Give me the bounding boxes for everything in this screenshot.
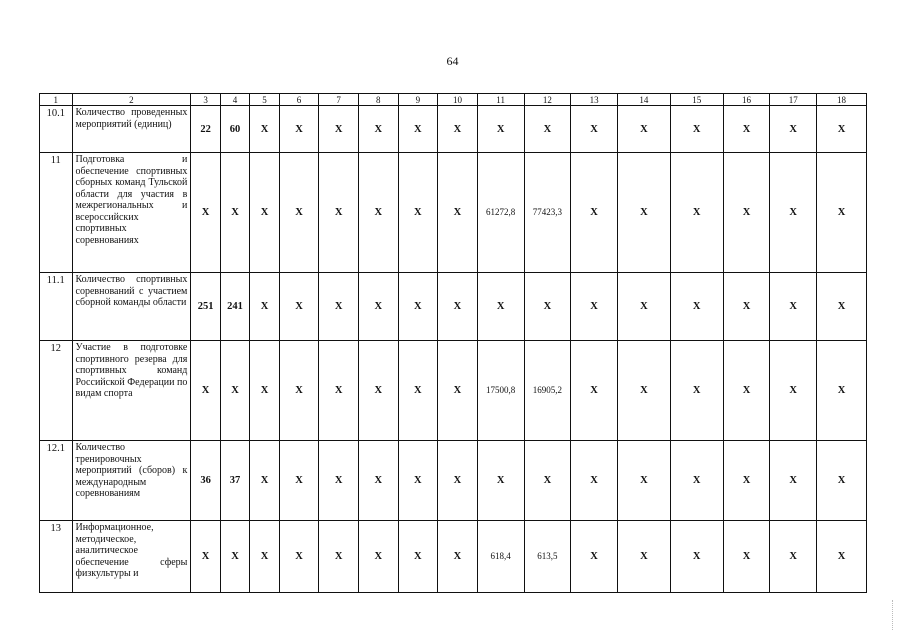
value-cell: X [220, 153, 249, 273]
value-cell: X [571, 341, 618, 441]
table-row [40, 341, 867, 441]
col-header: 18 [817, 94, 867, 106]
value-cell: X [279, 273, 319, 341]
row-number: 11 [40, 153, 73, 273]
value-cell: X [438, 341, 478, 441]
value-cell: X [250, 106, 279, 153]
value-cell: X [279, 441, 319, 521]
value-cell: X [250, 273, 279, 341]
col-header: 14 [617, 94, 670, 106]
value-cell: 613,5 [524, 521, 571, 593]
value-cell: X [250, 441, 279, 521]
col-header: 8 [358, 94, 398, 106]
value-cell: X [723, 273, 770, 341]
value-cell: X [477, 106, 524, 153]
value-cell: 251 [191, 273, 220, 341]
value-cell: X [770, 106, 817, 153]
value-cell: X [670, 106, 723, 153]
value-cell: X [524, 441, 571, 521]
value-cell: X [770, 273, 817, 341]
col-header: 6 [279, 94, 319, 106]
value-cell: X [319, 441, 359, 521]
value-cell: X [770, 341, 817, 441]
value-cell: X [358, 106, 398, 153]
value-cell: X [770, 441, 817, 521]
value-cell: X [617, 153, 670, 273]
col-header: 13 [571, 94, 618, 106]
table-row [40, 153, 867, 273]
value-cell: 22 [191, 106, 220, 153]
value-cell: 618,4 [477, 521, 524, 593]
value-cell: 77423,3 [524, 153, 571, 273]
col-header: 11 [477, 94, 524, 106]
value-cell: X [571, 273, 618, 341]
indicator-name: Количество спортивных соревнований с участием сборной команды области [72, 273, 191, 341]
value-cell: 241 [220, 273, 249, 341]
page-number: 64 [446, 54, 459, 68]
value-cell: X [817, 341, 867, 441]
value-cell: X [723, 153, 770, 273]
value-cell: X [358, 153, 398, 273]
indicator-name: Количество проведенных мероприятий (единиц) [72, 106, 191, 153]
value-cell: X [398, 441, 438, 521]
value-cell: X [191, 341, 220, 441]
value-cell: X [817, 521, 867, 593]
col-header: 10 [438, 94, 478, 106]
value-cell: X [279, 341, 319, 441]
col-header: 15 [670, 94, 723, 106]
value-cell: X [571, 106, 618, 153]
value-cell: X [438, 273, 478, 341]
col-header: 9 [398, 94, 438, 106]
value-cell: X [279, 521, 319, 593]
col-header: 12 [524, 94, 571, 106]
value-cell: X [358, 521, 398, 593]
value-cell: X [817, 153, 867, 273]
value-cell: 61272,8 [477, 153, 524, 273]
value-cell: X [477, 441, 524, 521]
row-number: 12.1 [40, 441, 73, 521]
value-cell: X [617, 441, 670, 521]
value-cell: X [670, 153, 723, 273]
value-cell: X [398, 153, 438, 273]
value-cell: X [191, 521, 220, 593]
indicator-name: Подготовка и обеспечение спортивных сборных команд Тульской области для участия в межрегиональных и всероссийских спортивных соревнованиях [72, 153, 191, 273]
value-cell: 16905,2 [524, 341, 571, 441]
col-header: 1 [40, 94, 73, 106]
value-cell: X [279, 106, 319, 153]
value-cell: X [279, 153, 319, 273]
value-cell: X [358, 273, 398, 341]
indicator-name: Участие в подготовке спортивного резерва для спортивных команд Российской Федерации по видам спорта [72, 341, 191, 441]
value-cell: X [770, 521, 817, 593]
value-cell: X [571, 441, 618, 521]
row-number: 12 [40, 341, 73, 441]
value-cell: X [398, 106, 438, 153]
row-number: 11.1 [40, 273, 73, 341]
col-header: 5 [250, 94, 279, 106]
value-cell: X [191, 153, 220, 273]
value-cell: X [723, 106, 770, 153]
value-cell: X [477, 273, 524, 341]
value-cell: X [250, 341, 279, 441]
row-number: 13 [40, 521, 73, 593]
value-cell: X [617, 273, 670, 341]
row-number: 10.1 [40, 106, 73, 153]
col-header: 3 [191, 94, 220, 106]
value-cell: 60 [220, 106, 249, 153]
value-cell: X [524, 273, 571, 341]
value-cell: X [817, 273, 867, 341]
value-cell: X [723, 521, 770, 593]
col-header: 4 [220, 94, 249, 106]
value-cell: X [617, 106, 670, 153]
value-cell: X [438, 441, 478, 521]
value-cell: X [398, 521, 438, 593]
value-cell: X [617, 521, 670, 593]
value-cell: 17500,8 [477, 341, 524, 441]
table-row [40, 521, 867, 593]
report-table [39, 93, 867, 593]
value-cell: 37 [220, 441, 249, 521]
value-cell: X [319, 273, 359, 341]
value-cell: X [571, 153, 618, 273]
col-header: 17 [770, 94, 817, 106]
value-cell: X [571, 521, 618, 593]
header-row [40, 94, 867, 106]
scan-artifact [892, 600, 897, 630]
value-cell: X [817, 106, 867, 153]
value-cell: X [250, 521, 279, 593]
value-cell: X [770, 153, 817, 273]
value-cell: X [319, 341, 359, 441]
value-cell: X [398, 273, 438, 341]
value-cell: X [670, 441, 723, 521]
table-row [40, 273, 867, 341]
value-cell: X [723, 441, 770, 521]
value-cell: X [319, 521, 359, 593]
value-cell: X [617, 341, 670, 441]
value-cell: X [817, 441, 867, 521]
value-cell: X [670, 341, 723, 441]
table-row [40, 441, 867, 521]
value-cell: X [358, 441, 398, 521]
col-header: 16 [723, 94, 770, 106]
table-row [40, 106, 867, 153]
col-header: 7 [319, 94, 359, 106]
value-cell: X [398, 341, 438, 441]
value-cell: X [670, 273, 723, 341]
value-cell: X [250, 153, 279, 273]
value-cell: X [723, 341, 770, 441]
value-cell: X [319, 106, 359, 153]
value-cell: X [438, 521, 478, 593]
value-cell: X [220, 521, 249, 593]
indicator-name: Количество тренировочных мероприятий (сборов) к международным соревнованиям [72, 441, 191, 521]
value-cell: X [358, 341, 398, 441]
col-header: 2 [72, 94, 191, 106]
value-cell: X [319, 153, 359, 273]
value-cell: X [524, 106, 571, 153]
value-cell: X [670, 521, 723, 593]
indicator-name: Информационное, методическое, аналитическое обеспечение сферы физкультуры и [72, 521, 191, 593]
value-cell: X [438, 106, 478, 153]
value-cell: 36 [191, 441, 220, 521]
value-cell: X [220, 341, 249, 441]
value-cell: X [438, 153, 478, 273]
